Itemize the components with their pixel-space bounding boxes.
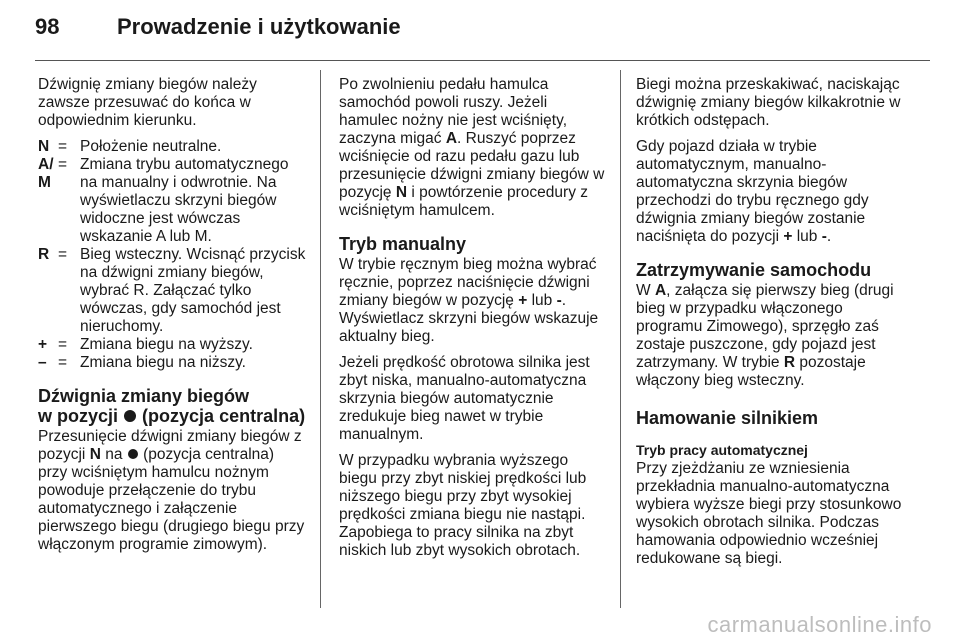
column-middle: [339, 76, 605, 568]
definition-row: [38, 156, 306, 246]
text-run: . Wyświetlacz skrzyni biegów wskazuje aktualny bieg.: [339, 292, 599, 345]
column-left: [38, 76, 306, 562]
center-position-dot-icon: [128, 449, 138, 459]
center-position-paragraph: [38, 428, 306, 554]
skip-gears-paragraph: Biegi można przeskakiwać, naciskając dźwignię zmiany biegów kilkakrotnie w krótkich odstępach.: [636, 76, 901, 129]
mode-A-symbol: A: [445, 130, 458, 147]
minus-symbol: -: [556, 292, 562, 309]
text-run: (pozycja centralna) przy wciśniętym hamulcu nożnym powoduje przełączenie do trybu automatycznego i załączenie pierwszego biegu (drugiego biegu przy włączonym programie zimowym).: [38, 446, 305, 553]
text-run: . Ruszyć poprzez wciśnięcie od razu pedału gazu lub przesunięcie dźwigni zmiany biegów w pozycję: [339, 130, 605, 201]
heading-line: (pozycja centralna): [142, 406, 306, 426]
definition-value: Położenie neutralne.: [80, 138, 222, 155]
text-run: W: [636, 282, 651, 299]
text-run: lub: [796, 228, 818, 245]
auto-to-manual-paragraph: [636, 138, 904, 246]
page-title: Prowadzenie i użytkowanie: [117, 14, 401, 39]
gear-position-list: [38, 138, 306, 372]
definition-equals: =: [58, 156, 68, 173]
column-right: [636, 76, 904, 576]
plus-symbol: +: [783, 228, 793, 245]
text-run: Po zwolnieniu pedału hamulca samochód powoli ruszy. Jeżeli hamulec nożny nie jest wciśnięty, zaczyna migać: [339, 76, 568, 147]
mode-A-symbol: A: [654, 282, 667, 299]
section-heading-engine-braking: Hamowanie silnikiem: [636, 408, 819, 428]
header-rule: [35, 60, 930, 61]
text-run: Gdy pojazd działa w trybie automatycznym, manualno-automatyczna skrzynia biegów przechodzi do trybu ręcznego gdy dźwignia zmiany biegów zostanie naciśnięta do pozycji: [636, 138, 869, 245]
section-heading-stopping: Zatrzymywanie samochodu: [636, 260, 872, 280]
plus-symbol: +: [518, 292, 528, 309]
definition-key: R: [38, 246, 50, 263]
intro-paragraph: Dźwignię zmiany biegów należy zawsze przesuwać do końca w odpowiednim kierunku.: [38, 76, 257, 129]
gear-N-symbol: N: [89, 446, 101, 463]
text-run: , załącza się pierwszy bieg (drugi bieg w przypadku włączonego programu Zimowego), sprzęgło zaś zostaje puszczone, gdy pojazd jest zatrzymany. W trybie: [636, 282, 894, 371]
definition-row: [38, 138, 306, 156]
stopping-paragraph: [636, 282, 904, 390]
definition-key: –: [38, 354, 47, 371]
heading-line: w pozycji: [38, 406, 119, 426]
definition-value: Zmiana biegu na wyższy.: [80, 336, 253, 353]
definition-row: [38, 336, 306, 354]
heading-line: Dźwignia zmiany biegów: [38, 386, 250, 406]
page-number: 98: [35, 14, 60, 39]
subheading-automatic-mode: Tryb pracy automatycznej: [636, 442, 808, 458]
section-heading-manual-mode: Tryb manualny: [339, 234, 467, 254]
auto-downshift-paragraph: Jeżeli prędkość obrotowa silnika jest zbyt niska, manualno-automatyczna skrzynia biegów automatycznie zredukuje bieg nawet w trybie manualnym.: [339, 354, 590, 443]
definition-equals: =: [58, 354, 68, 371]
definition-equals: =: [58, 246, 68, 263]
definition-value: Zmiana trybu automatycznego na manualny i odwrotnie. Na wyświetlaczu skrzyni biegów widoczne jest wówczas wskazanie A lub M.: [80, 156, 289, 245]
definition-value: Bieg wsteczny. Wcisnąć przycisk na dźwigni zmiany biegów, wybrać R. Załączać tylko wówczas, gdy samochód jest nieruchomy.: [80, 246, 306, 335]
column-divider: [620, 70, 621, 608]
definition-row: [38, 246, 306, 336]
minus-symbol: -: [821, 228, 827, 245]
definition-equals: =: [58, 138, 68, 155]
column-divider: [320, 70, 321, 608]
gear-R-symbol: R: [783, 354, 796, 371]
text-run: pozostaje włączony bieg wsteczny.: [636, 354, 866, 389]
gear-protection-paragraph: W przypadku wybrania wyższego biegu przy zbyt niskiej prędkości lub niższego biegu przy zbyt wysokiej prędkości zmiana biegu nie nastąpi. Zapobiega to pracy silnika na zbyt niskich lub zbyt wysokich obrotach.: [339, 452, 587, 559]
definition-key: N: [38, 138, 50, 155]
gear-N-symbol: N: [395, 184, 408, 201]
definition-key: +: [38, 336, 48, 353]
center-position-dot-icon: [124, 410, 136, 422]
definition-value: Zmiana biegu na niższy.: [80, 354, 246, 371]
manual-mode-paragraph: [339, 256, 605, 346]
text-run: Przesunięcie dźwigni zmiany biegów z pozycji: [38, 428, 302, 463]
section-heading-center-position: [38, 386, 306, 426]
text-run: W trybie ręcznym bieg można wybrać ręcznie, poprzez naciśnięcie dźwigni zmiany biegów w pozycję: [339, 256, 597, 309]
watermark: carmanualsonline.info: [707, 612, 932, 637]
text-run: lub: [531, 292, 553, 309]
text-run: na: [105, 446, 123, 463]
definition-equals: =: [58, 336, 68, 353]
text-run: i powtórzenie procedury z wciśniętym hamulcem.: [339, 184, 589, 219]
definition-row: [38, 354, 306, 372]
engine-braking-paragraph: Przy zjeżdżaniu ze wzniesienia przekładnia manualno-automatyczna wybiera wyższe biegi przy stosunkowo wysokich obrotach silnika. Podczas hamowania odpowiednio wcześniej redukowane są biegi.: [636, 460, 902, 567]
text-run: .: [826, 228, 832, 245]
brake-release-paragraph: [339, 76, 605, 220]
page-header: [35, 14, 401, 50]
definition-key: A/M: [38, 156, 54, 191]
